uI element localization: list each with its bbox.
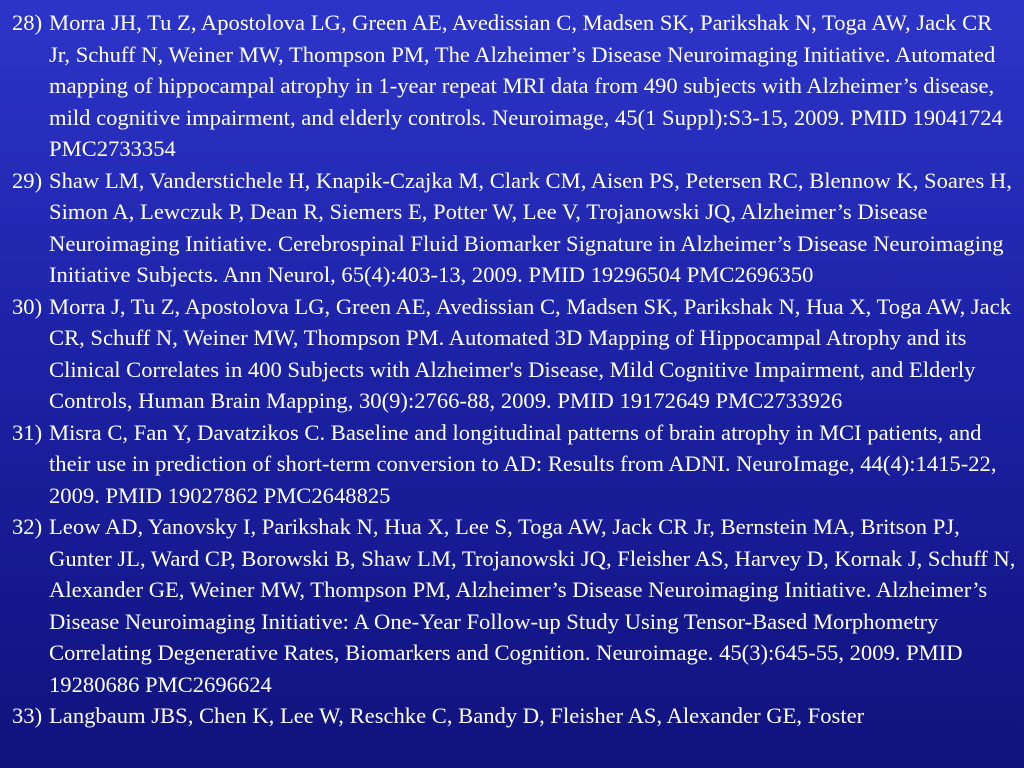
reference-item (12, 700, 1017, 732)
reference-text: Leow AD, Yanovsky I, Parikshak N, Hua X, Lee S, Toga AW, Jack CR Jr, Bernstein MA, Britson PJ, Gunter JL, Ward CP, Borowski B, Shaw LM, Trojanowski JQ, Fleisher AS, Harvey D, Kornak J, Schuff N, Alexander GE, Weiner MW, Thompson PM, Alzheimer’s Disease Neuroimaging Initiative. Alzheimer’s Disease Neuroimaging Initiative: A One-Year Follow-up Study Using Tensor-Based Morphometry Correlating Degenerative Rates, Biomarkers and Cognition. Neuroimage. 45(3):645-55, 2009. PMID 19280686 PMC2696624 (49, 514, 1016, 697)
reference-item (12, 417, 1017, 512)
reference-item (12, 7, 1017, 165)
reference-item (12, 291, 1017, 417)
reference-item (12, 165, 1017, 291)
reference-list (12, 7, 1017, 732)
reference-text: Shaw LM, Vanderstichele H, Knapik-Czajka M, Clark CM, Aisen PS, Petersen RC, Blennow K, Soares H, Simon A, Lewczuk P, Dean R, Siemers E, Potter W, Lee V, Trojanowski JQ, Alzheimer’s Disease Neuroimaging Initiative. Cerebrospinal Fluid Biomarker Signature in Alzheimer’s Disease Neuroimaging Initiative Subjects. Ann Neurol, 65(4):403-13, 2009. PMID 19296504 PMC2696350 (49, 167, 1012, 287)
reference-number: 32) (12, 514, 43, 539)
reference-number: 29) (12, 167, 43, 193)
reference-text: Langbaum JBS, Chen K, Lee W, Reschke C, Bandy D, Fleisher AS, Alexander GE, Foster (49, 703, 865, 728)
reference-number: 33) (12, 703, 43, 728)
reference-text: Misra C, Fan Y, Davatzikos C. Baseline and longitudinal patterns of brain atrophy in MCI patients, and their use in prediction of short-term conversion to AD: Results from ADNI. NeuroImage, 44(4):1415-22, 2009. PMID 19027862 PMC2648825 (49, 419, 997, 508)
reference-item (12, 511, 1017, 700)
reference-number: 28) (12, 10, 43, 35)
reference-number: 31) (12, 419, 43, 445)
reference-text: Morra J, Tu Z, Apostolova LG, Green AE, Avedissian C, Madsen SK, Parikshak N, Hua X, Toga AW, Jack CR, Schuff N, Weiner MW, Thompson PM. Automated 3D Mapping of Hippocampal Atrophy and its Clinical Correlates in 400 Subjects with Alzheimer's Disease, Mild Cognitive Impairment, and Elderly Controls, Human Brain Mapping, 30(9):2766-88, 2009. PMID 19172649 PMC2733926 (49, 293, 1012, 413)
reference-number: 30) (12, 293, 43, 319)
reference-text: Morra JH, Tu Z, Apostolova LG, Green AE, Avedissian C, Madsen SK, Parikshak N, Toga AW, Jack CR Jr, Schuff N, Weiner MW, Thompson PM, The Alzheimer’s Disease Neuroimaging Initiative. Automated mapping of hippocampal atrophy in 1-year repeat MRI data from 490 subjects with Alzheimer’s disease, mild cognitive impairment, and elderly controls. Neuroimage, 45(1 Suppl):S3-15, 2009. PMID 19041724 PMC2733354 (49, 10, 1003, 161)
